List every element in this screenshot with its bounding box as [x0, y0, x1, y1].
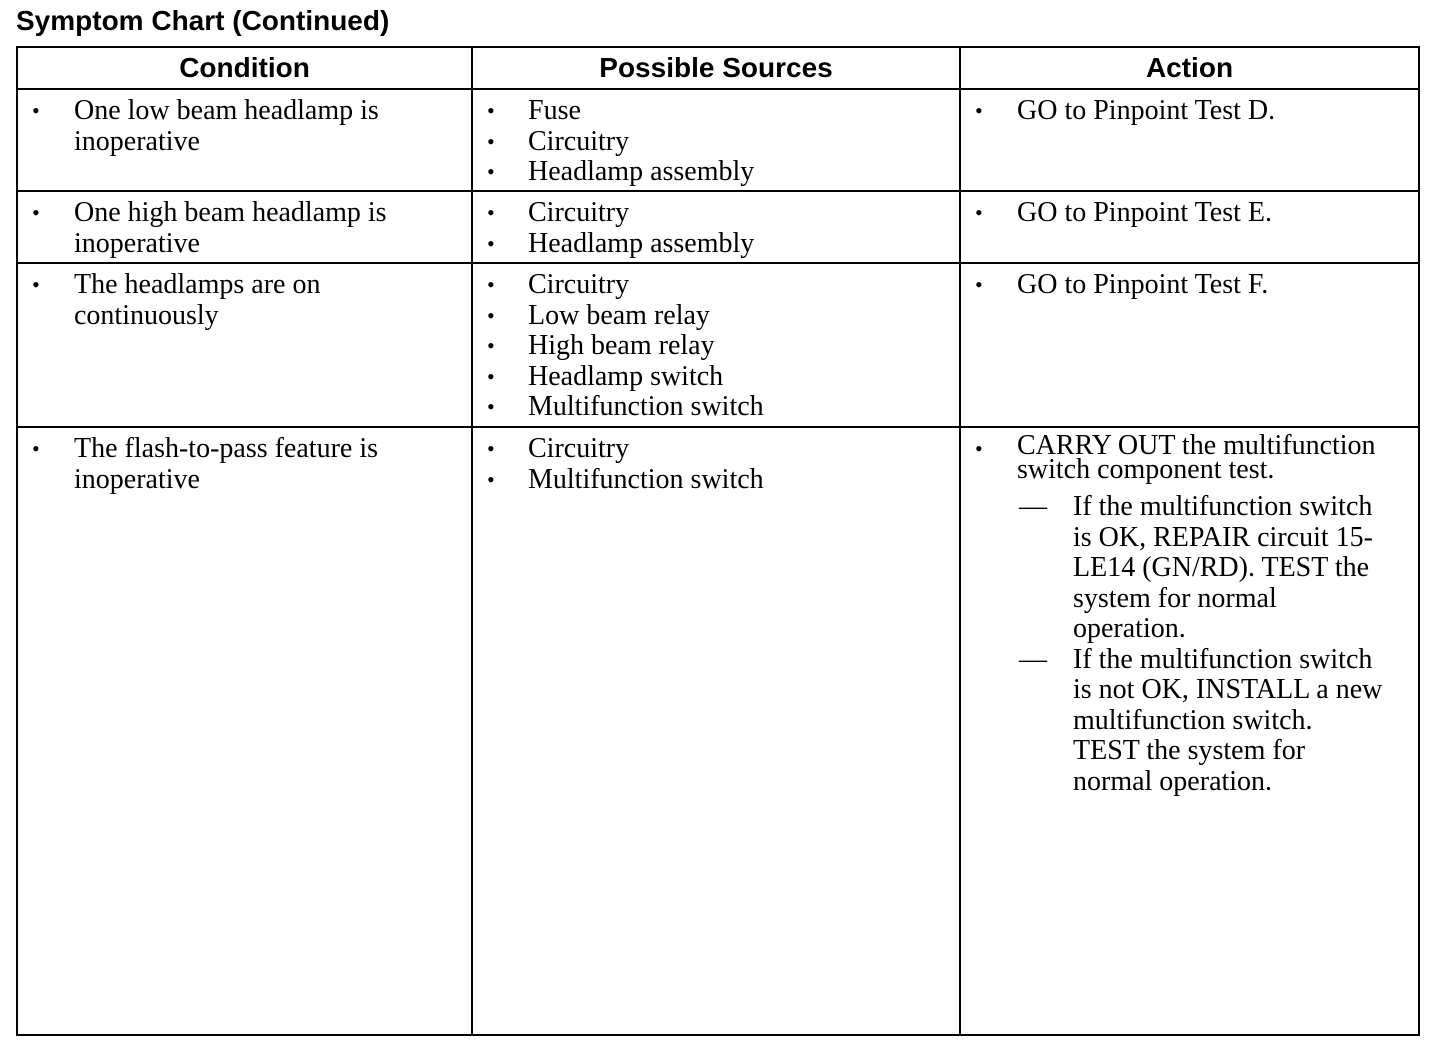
source-text: Circuitry: [528, 433, 630, 464]
condition-text: The headlamps are on continuously: [74, 269, 321, 331]
bullet-icon: •: [487, 159, 495, 184]
bullet-icon: •: [32, 200, 40, 225]
table-row: [17, 263, 1419, 427]
source-text: Multifunction switch: [528, 391, 764, 422]
action-text: GO to Pinpoint Test D.: [1017, 95, 1276, 126]
list-item: [473, 331, 959, 362]
bullet-icon: •: [487, 98, 495, 123]
condition-text: One high beam headlamp is inoperative: [74, 197, 387, 259]
bullet-icon: •: [32, 272, 40, 297]
list-item: [473, 198, 959, 229]
list-item: [473, 362, 959, 393]
sources-cell: [472, 89, 960, 191]
bullet-icon: •: [32, 98, 40, 123]
bullet-icon: •: [32, 436, 40, 461]
bullet-icon: •: [487, 200, 495, 225]
bullet-icon: •: [487, 394, 495, 419]
list-item: [961, 96, 1418, 127]
sub-action-list: [1017, 492, 1418, 797]
list-item: [473, 96, 959, 127]
dash-icon: —: [1019, 491, 1047, 522]
bullet-icon: •: [487, 333, 495, 358]
list-item: [18, 198, 471, 259]
source-text: Headlamp switch: [528, 360, 724, 392]
condition-cell: [17, 427, 472, 1035]
condition-cell: [17, 89, 472, 191]
sub-action-item: [1017, 645, 1383, 798]
action-cell: [960, 191, 1419, 263]
condition-cell: [17, 191, 472, 263]
bullet-icon: •: [487, 466, 495, 492]
bullet-icon: •: [975, 200, 983, 225]
bullet-icon: •: [487, 436, 495, 461]
sub-action-text: If the multifunction switch is OK, REPAIR circuit 15-LE14 (GN/RD). TEST the system for normal operation.: [1073, 491, 1373, 644]
action-cell: [960, 89, 1419, 191]
source-text: Circuitry: [528, 197, 630, 228]
page-title: Symptom Chart (Continued): [16, 5, 390, 36]
action-cell: [960, 263, 1419, 427]
sources-cell: [472, 427, 960, 1035]
list-item: [961, 198, 1418, 229]
source-text: Fuse: [528, 95, 581, 126]
header-possible-sources: Possible Sources: [472, 47, 960, 89]
bullet-icon: •: [975, 98, 983, 123]
action-text: GO to Pinpoint Test E.: [1017, 197, 1272, 228]
source-text: Low beam relay: [528, 299, 710, 331]
source-text: Multifunction switch: [528, 463, 764, 495]
table-row: [17, 89, 1419, 191]
header-condition: Condition: [17, 47, 472, 89]
source-text: Circuitry: [528, 125, 630, 157]
action-text: GO to Pinpoint Test F.: [1017, 269, 1269, 300]
bullet-icon: •: [487, 128, 495, 154]
list-item: [473, 127, 959, 158]
sub-action-item: [1017, 492, 1383, 645]
action-text: CARRY OUT the multifunction switch component test.: [1017, 430, 1376, 485]
condition-text: One low beam headlamp is inoperative: [74, 95, 379, 157]
action-cell: [960, 427, 1419, 1035]
list-item: [961, 430, 1418, 797]
source-text: High beam relay: [528, 330, 715, 361]
source-text: Circuitry: [528, 269, 630, 300]
dash-icon: —: [1019, 643, 1047, 675]
source-text: Headlamp assembly: [528, 227, 755, 259]
table-header-row: [17, 47, 1419, 89]
list-item: [473, 434, 959, 465]
bullet-icon: •: [975, 272, 983, 297]
header-action: Action: [960, 47, 1419, 89]
list-item: [18, 96, 471, 157]
bullet-icon: •: [487, 272, 495, 297]
list-item: [473, 229, 959, 260]
bullet-icon: •: [975, 436, 983, 461]
list-item: [18, 434, 471, 495]
bullet-icon: •: [487, 230, 495, 256]
list-item: [473, 465, 959, 496]
list-item: [473, 270, 959, 301]
list-item: [473, 392, 959, 423]
table-row: [17, 427, 1419, 1035]
list-item: [961, 270, 1418, 301]
list-item: [18, 270, 471, 331]
sources-cell: [472, 263, 960, 427]
symptom-chart-table: [16, 46, 1420, 1036]
bullet-icon: •: [487, 363, 495, 389]
condition-cell: [17, 263, 472, 427]
sources-cell: [472, 191, 960, 263]
bullet-icon: •: [487, 302, 495, 328]
sub-action-text: If the multifunction switch is not OK, INSTALL a new multifunction switch. TEST the system for normal operation.: [1073, 643, 1383, 797]
list-item: [473, 157, 959, 188]
condition-text: The flash-to-pass feature is inoperative: [74, 433, 378, 495]
list-item: [473, 301, 959, 332]
table-row: [17, 191, 1419, 263]
source-text: Headlamp assembly: [528, 156, 755, 187]
